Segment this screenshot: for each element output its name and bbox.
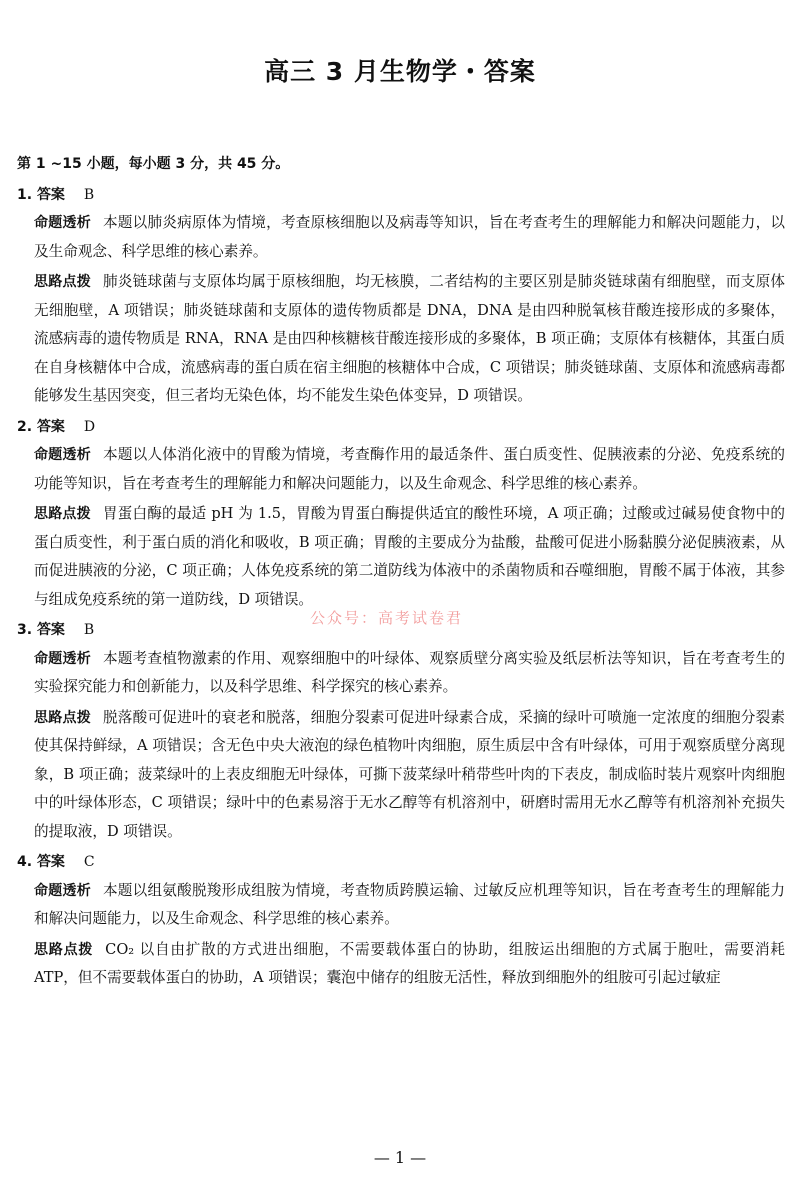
analysis-paragraph xyxy=(17,877,785,934)
answer-value: C xyxy=(83,854,95,870)
answer-label: 答案 xyxy=(36,186,65,203)
explanation-text: 胃蛋白酶的最适 pH 为 1.5，胃酸为胃蛋白酶提供适宜的酸性环境，A 项正确；过酸或过碱易使食物中的蛋白质变性，利于蛋白质的消化和吸收，B 项正确；胃酸的主要成分为盐酸，盐酸可促进小肠黏膜分泌促胰液素，从而促进胰液的分泌，C 项正确；人体免疫系统的第二道防线为体液中的杀菌物质和吞噬细胞，胃酸不属于体液，其参与组成免疫系统的第一道防线，D 项错误。 xyxy=(34,505,785,608)
explanation-label: 思路点拨 xyxy=(34,506,91,522)
analysis-paragraph xyxy=(17,209,785,266)
question-number: 2. xyxy=(17,418,33,435)
question-number: 4. xyxy=(17,854,33,870)
page-title: 高三 3 月生物学・答案 xyxy=(264,57,536,86)
question-3 xyxy=(17,616,785,846)
explanation-text: 脱落酸可促进叶的衰老和脱落，细胞分裂素可促进叶绿素合成，采摘的绿叶可喷施一定浓度的细胞分裂素使其保持鲜绿，A 项错误；含无色中央大液泡的绿色植物叶肉细胞，原生质层中含有叶绿体，可用于观察质壁分离现象，B 项正确；菠菜绿叶的上表皮细胞无叶绿体，可撕下菠菜绿叶稍带些叶肉的下表皮，制成临时装片观察叶肉细胞中的叶绿体形态，C 项错误；绿叶中的色素易溶于无水乙醇等有机溶剂中，研磨时需用无水乙醇等有机溶剂补充损失的提取液，D 项错误。 xyxy=(34,708,785,840)
watermark: 公众号：高考试卷君 xyxy=(310,609,464,627)
question-number: 3. xyxy=(17,622,33,638)
question-1 xyxy=(17,181,785,411)
analysis-text: 本题以组氨酸脱羧形成组胺为情境，考查物质跨膜运输、过敏反应机理等知识，旨在考查考生的理解能力和解决问题能力，以及生命观念、科学思维的核心素养。 xyxy=(34,881,785,927)
question-number: 1. xyxy=(17,186,33,203)
page-number: — 1 — xyxy=(373,1148,427,1167)
answer-value: B xyxy=(83,622,95,638)
analysis-text: 本题以人体消化液中的胃酸为情境，考查酶作用的最适条件、蛋白质变性、促胰液素的分泌、免疫系统的功能等知识，旨在考查考生的理解能力和解决问题能力，以及生命观念、科学思维的核心素养。 xyxy=(34,446,785,492)
answer-label: 答案 xyxy=(36,622,65,638)
analysis-text: 本题考查植物激素的作用、观察细胞中的叶绿体、观察质壁分离实验及纸层析法等知识，旨在考查考生的实验探究能力和创新能力，以及科学思维、科学探究的核心素养。 xyxy=(34,649,785,695)
question-header xyxy=(17,413,785,442)
question-4 xyxy=(17,848,785,993)
section-intro: 第 1 ~15 小题，每小题 3 分，共 45 分。 xyxy=(17,156,290,172)
analysis-paragraph xyxy=(17,645,785,702)
analysis-label: 命题透析 xyxy=(34,650,91,667)
answer-label: 答案 xyxy=(36,854,65,870)
answer-value: D xyxy=(83,418,96,435)
explanation-text: CO₂ 以自由扩散的方式进出细胞，不需要载体蛋白的协助，组胺运出细胞的方式属于胞吐，需要消耗 ATP，但不需要载体蛋白的协助，A 项错误；囊泡中储存的组胺无活性，释放到细胞外的组胺可引起过敏症 xyxy=(34,940,786,986)
question-header xyxy=(17,181,785,210)
analysis-label: 命题透析 xyxy=(34,447,91,463)
explanation-paragraph xyxy=(17,936,785,993)
answer-label: 答案 xyxy=(36,418,65,435)
explanation-text: 肺炎链球菌与支原体均属于原核细胞，均无核膜，二者结构的主要区别是肺炎链球菌有细胞壁，而支原体无细胞壁，A 项错误；肺炎链球菌和支原体的遗传物质都是 DNA，DNA 是由四种脱氧核苷酸连接形成的多聚体，流感病毒的遗传物质是 RNA，RNA 是由四种核糖核苷酸连接形成的多聚体，B 项正确；支原体有核糖体，其蛋白质在自身核糖体中合成，流感病毒的蛋白质在宿主细胞的核糖体中合成，C 项错误；肺炎链球菌、支原体和流感病毒都能够发生基因突变，但三者均无染色体，均不能发生染色体变异，D 项错误。 xyxy=(34,273,785,404)
analysis-label: 命题透析 xyxy=(34,882,91,899)
question-2 xyxy=(17,413,785,615)
explanation-paragraph xyxy=(17,704,785,847)
analysis-paragraph xyxy=(17,441,785,498)
answer-value: B xyxy=(83,186,95,203)
analysis-label: 命题透析 xyxy=(34,215,91,231)
question-header xyxy=(17,848,785,877)
explanation-label: 思路点拨 xyxy=(34,709,91,726)
explanation-paragraph xyxy=(17,500,785,614)
analysis-text: 本题以肺炎病原体为情境，考查原核细胞以及病毒等知识，旨在考查考生的理解能力和解决问题能力，以及生命观念、科学思维的核心素养。 xyxy=(34,214,785,260)
explanation-label: 思路点拨 xyxy=(34,941,94,958)
explanation-paragraph xyxy=(17,268,785,411)
explanation-label: 思路点拨 xyxy=(34,274,91,290)
answer-content xyxy=(17,150,785,995)
